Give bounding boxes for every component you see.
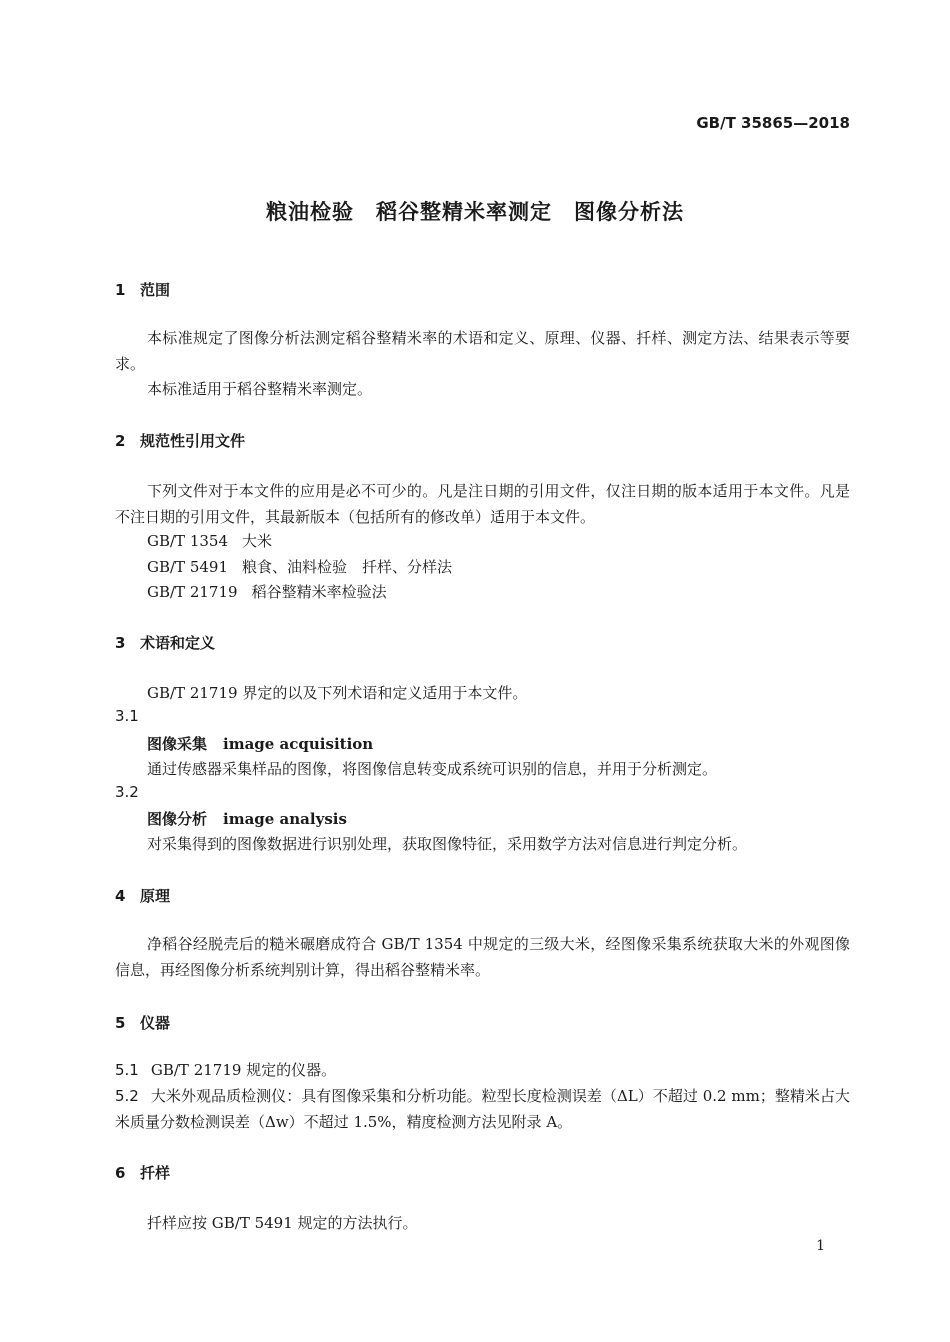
section-2-heading: [115, 430, 245, 451]
standard-number: GB/T 35865—2018: [696, 114, 850, 132]
document-title: 粮油检验 稻谷整精米率测定 图像分析法: [266, 200, 684, 224]
reference-code: GB/T 5491: [147, 558, 229, 576]
term-definition: 通过传感器采集样品的图像，将图像信息转变成系统可识别的信息，并用于分析测定。: [147, 760, 718, 778]
paragraph: GB/T 21719 界定的以及下列术语和定义适用于本文件。: [147, 684, 528, 702]
term-cn: 图像采集: [147, 735, 208, 753]
section-5-heading: [115, 1012, 170, 1033]
section-title: 范围: [140, 281, 171, 299]
section-number: 1: [115, 281, 126, 299]
section-1-heading: [115, 279, 170, 300]
reference-item: [147, 556, 452, 577]
reference-code: GB/T 1354: [147, 532, 229, 550]
term-heading: [147, 733, 373, 754]
paragraph: 本标准规定了图像分析法测定稻谷整精米率的术语和定义、原理、仪器、扦样、测定方法、结果表示等要求。: [115, 329, 850, 373]
section-number: 5: [115, 1014, 126, 1032]
reference-name: 粮食、油料检验 扦样、分样法: [242, 558, 453, 576]
section-4-heading: [115, 885, 170, 906]
section-title: 术语和定义: [140, 634, 216, 652]
section-title: 扦样: [140, 1164, 171, 1182]
term-number: 3.2: [115, 783, 139, 801]
term-cn: 图像分析: [147, 810, 208, 828]
clause-5-2: [115, 1084, 850, 1135]
clause-number: 5.2: [115, 1087, 139, 1105]
clause-5-1: [115, 1058, 850, 1084]
section-number: 3: [115, 634, 126, 652]
term-number: 3.1: [115, 707, 139, 725]
section-title: 原理: [140, 887, 171, 905]
term-en: image analysis: [223, 810, 347, 828]
section-number: 6: [115, 1164, 126, 1182]
paragraph: 下列文件对于本文件的应用是必不可少的。凡是注日期的引用文件，仅注日期的版本适用于本文件。凡是不注日期的引用文件，其最新版本（包括所有的修改单）适用于本文件。: [115, 482, 850, 526]
reference-name: 稻谷整精米率检验法: [251, 583, 387, 601]
reference-item: [147, 581, 387, 602]
clause-number: 5.1: [115, 1061, 139, 1079]
section-number: 2: [115, 432, 126, 450]
reference-name: 大米: [242, 532, 273, 550]
term-heading: [147, 808, 347, 829]
page-number: 1: [816, 1238, 825, 1254]
term-definition: 对采集得到的图像数据进行识别处理，获取图像特征，采用数学方法对信息进行判定分析。: [147, 835, 748, 853]
section-3-heading: [115, 632, 215, 653]
paragraph: 本标准适用于稻谷整精米率测定。: [147, 380, 373, 398]
paragraph: 净稻谷经脱壳后的糙米碾磨成符合 GB/T 1354 中规定的三级大米，经图像采集系统获取大米的外观图像信息，再经图像分析系统判别计算，得出稻谷整精米率。: [115, 935, 850, 979]
section-6-heading: [115, 1162, 170, 1183]
section-title: 仪器: [140, 1014, 171, 1032]
term-en: image acquisition: [223, 735, 374, 753]
paragraph: 扦样应按 GB/T 5491 规定的方法执行。: [147, 1214, 418, 1232]
clause-text: 大米外观品质检测仪：具有图像采集和分析功能。粒型长度检测误差（ΔL）不超过 0.2 mm；整精米占大米质量分数检测误差（Δw）不超过 1.5%，精度检测方法见附录 A。: [115, 1087, 850, 1131]
clause-text: GB/T 21719 规定的仪器。: [150, 1061, 337, 1079]
section-title: 规范性引用文件: [140, 432, 246, 450]
section-number: 4: [115, 887, 126, 905]
reference-item: [147, 530, 272, 551]
reference-code: GB/T 21719: [147, 583, 238, 601]
